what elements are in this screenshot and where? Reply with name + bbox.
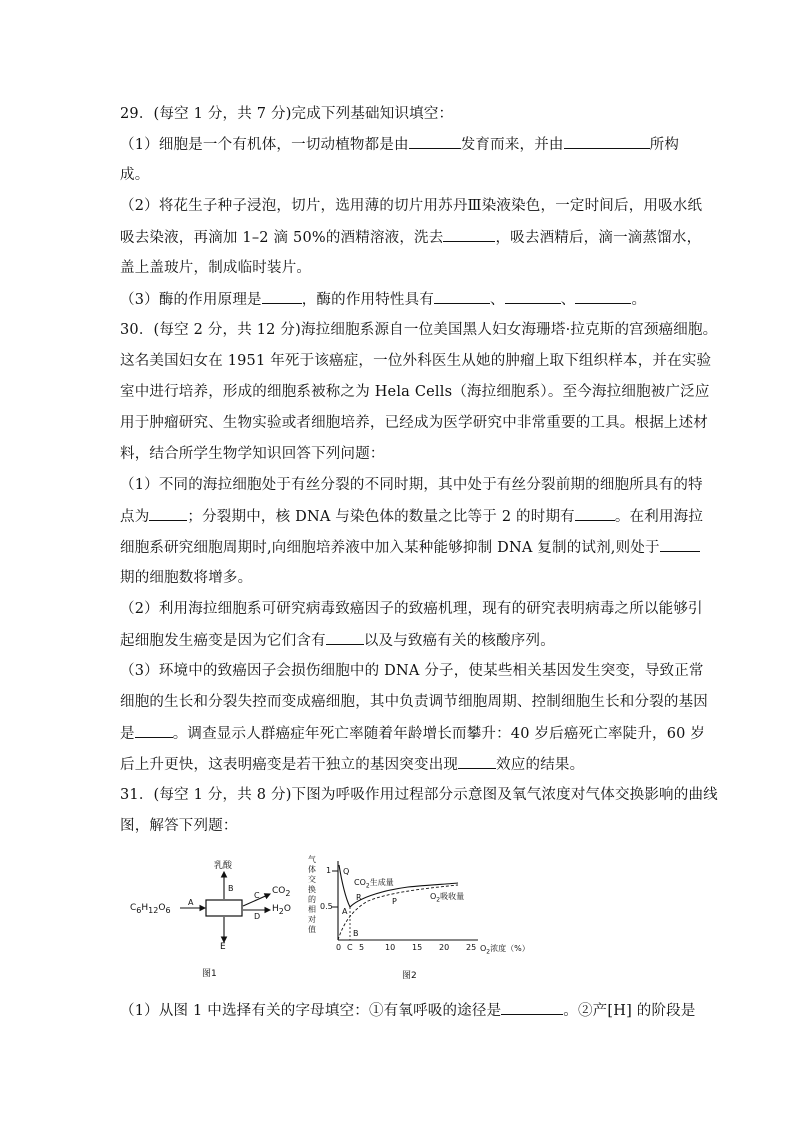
q31-header-line1: 31．(每空 1 分，共 8 分)下图为呼吸作用过程部分示意图及氧气浓度对气体交换影响的曲线: [120, 787, 718, 803]
text: 生成量: [369, 878, 394, 887]
q30-part3-line3: [120, 723, 706, 744]
y-axis-label-char: 换: [308, 885, 316, 894]
q30-part1-line1: （1）不同的海拉细胞处于有丝分裂的不同时期，其中处于有丝分裂前期的细胞所具有的特: [120, 477, 703, 493]
text: 2: [285, 888, 291, 898]
label-b: B: [228, 884, 234, 893]
text: （3）酶的作用原理是: [120, 292, 262, 308]
text: 2: [436, 896, 441, 904]
text: 2: [365, 882, 370, 890]
y-tick-label-1: 1: [326, 866, 332, 875]
q30-part2-line2: [120, 630, 680, 651]
q30-part2-line1: （2）利用海拉细胞系可研究病毒致癌因子的致癌机理，现有的研究表明病毒之所以能够引: [120, 601, 703, 617]
text: 起细胞发生癌变是因为它们含有: [120, 633, 326, 649]
q30-intro-line5: 料，结合所学生物学知识回答下列问题：: [120, 446, 385, 462]
q30-intro-line2: 这名美国妇女在 1951 年死于该癌症，一位外科医生从她的肿瘤上取下组织样本，并在实验: [120, 353, 712, 369]
answer-blank[interactable]: [409, 134, 461, 149]
point-q-label: Q: [343, 867, 350, 876]
q29-header: 29．(每空 1 分，共 7 分)完成下列基础知识填空：: [120, 106, 454, 122]
answer-blank[interactable]: [443, 227, 495, 242]
answer-blank[interactable]: [564, 134, 650, 149]
product-h2o: [272, 904, 291, 916]
curve-label-co2: [354, 877, 394, 890]
text: 吸去染液，再滴加 1–2 滴 50%的酒精溶液，洗去: [120, 230, 444, 246]
q29-part2-line3: 盖上盖玻片，制成临时装片。: [120, 260, 312, 276]
y-axis-label-char: 值: [308, 925, 316, 934]
label-c: C: [254, 891, 260, 900]
q30-header: 30．(每空 2 分，共 12 分)海拉细胞系源自一位美国黑人妇女海珊塔·拉克斯的宫颈癌细胞。: [120, 322, 718, 338]
x-tick-label: 5: [359, 943, 365, 952]
answer-blank[interactable]: [501, 1000, 563, 1015]
text: O: [480, 944, 487, 953]
figure-1-caption: 图1: [202, 969, 217, 979]
text: 6: [165, 905, 171, 915]
reaction-box: [206, 900, 242, 916]
answer-blank[interactable]: [326, 630, 364, 645]
x-tick-label: 0: [336, 943, 342, 952]
text: H: [141, 903, 149, 913]
text: ；分裂期中，核 DNA 与染色体的数量之比等于 2 的时期有: [187, 509, 575, 525]
q31-header-line2: 图，解答下列题：: [120, 818, 238, 834]
point-b-label: B: [353, 929, 359, 938]
y-axis-label-char: 相: [308, 905, 316, 914]
text: 。在利用海拉: [614, 509, 704, 525]
text: 发育而来，并由: [460, 137, 564, 153]
x-tick-label: 20: [439, 943, 450, 952]
y-tick-label-05: 0.5: [320, 902, 333, 911]
text: 2: [486, 948, 491, 956]
figure-1: [130, 858, 300, 978]
text: C: [130, 903, 137, 913]
text: 。调查显示人群癌症年死亡率随着年龄增长而攀升：40 岁后癌死亡率陡升，60 岁: [172, 726, 706, 742]
text: （1）从图 1 中选择有关的字母填空：①有氧呼吸的途径是: [120, 1003, 502, 1019]
x-tick-label: 10: [385, 943, 396, 952]
text: 吸收量: [440, 892, 465, 901]
y-axis-label-char: 对: [308, 915, 316, 924]
point-r-label: R: [356, 893, 362, 902]
answer-blank[interactable]: [505, 289, 561, 304]
text: 6: [136, 905, 142, 915]
text: ，吸去酒精后，滴一滴蒸馏水，: [495, 230, 702, 246]
q31-part1-line1: [120, 1000, 696, 1021]
q29-part2-line1: （2）将花生子种子浸泡，切片，选用薄的切片用苏丹Ⅲ染液染色，一定时间后，用吸水纸: [120, 198, 703, 214]
x-tick-label: 15: [412, 943, 423, 952]
text: O: [158, 903, 166, 913]
answer-blank[interactable]: [458, 754, 496, 769]
q30-part1-line2: [120, 506, 704, 527]
text: 所构: [649, 137, 680, 153]
q30-part3-line2: 细胞的生长和分裂失控而变成癌细胞，其中负责调节细胞周期、控制细胞生长和分裂的基因: [120, 694, 708, 710]
q30-intro-line4: 用于肿瘤研究、生物实验或者细胞培养，已经成为医学研究中非常重要的工具。根据上述材: [120, 415, 708, 431]
text: 以及与致癌有关的核酸序列。: [363, 633, 555, 649]
figure-2-caption: 图2: [402, 971, 417, 981]
answer-blank[interactable]: [660, 537, 700, 552]
label-e: E: [220, 942, 226, 952]
text: ，酶的作用特性具有: [301, 292, 435, 308]
text: 12: [148, 905, 159, 915]
q30-part1-line3: [120, 537, 680, 558]
q29-part3: [120, 289, 680, 310]
answer-blank[interactable]: [575, 289, 631, 304]
y-axis-label: [308, 855, 320, 935]
product-lactic-acid: 乳酸: [214, 861, 233, 871]
label-d: D: [254, 912, 261, 921]
label-a: A: [188, 898, 194, 907]
text: 。②产[H] 的阶段是: [563, 1003, 696, 1019]
text: 。: [631, 292, 647, 308]
text: （1）细胞是一个有机体，一切动植物都是由: [120, 137, 409, 153]
q30-part1-line4: 期的细胞数将增多。: [120, 570, 253, 586]
point-p-label: P: [392, 897, 397, 906]
point-a-label: A: [342, 907, 348, 916]
text: 、: [490, 292, 505, 308]
q30-intro-line3: 室中进行培养，形成的细胞系被称之为 Hela Cells（海拉细胞系）。至今海拉细胞被广泛应: [120, 384, 710, 400]
answer-blank[interactable]: [135, 723, 173, 738]
x-axis-label: [480, 943, 530, 956]
x-tick-label: 25: [466, 943, 477, 952]
answer-blank[interactable]: [434, 289, 490, 304]
product-co2: [272, 886, 290, 898]
curve-label-o2: [430, 891, 464, 904]
y-axis-label-char: 气: [308, 855, 316, 864]
answer-blank[interactable]: [575, 506, 615, 521]
text: 是: [120, 726, 135, 742]
answer-blank[interactable]: [149, 506, 187, 521]
q29-part1-line1: [120, 134, 680, 155]
x-tick-label: C: [347, 943, 353, 952]
text: 效应的结果。: [496, 757, 585, 773]
y-axis-label-char: 交: [308, 875, 316, 884]
text: O: [430, 892, 437, 901]
text: 后上升更快，这表明癌变是若干独立的基因突变出现: [120, 757, 459, 773]
text: 浓度（%）: [490, 944, 530, 953]
text: 2: [278, 906, 284, 916]
y-axis-label-char: 体: [308, 865, 316, 874]
text: CO: [272, 886, 286, 896]
text: H: [272, 904, 279, 914]
y-axis-label-char: 的: [308, 895, 316, 904]
q29-part2-line2: [120, 227, 702, 248]
text: CO: [354, 878, 366, 887]
text: 细胞系研究细胞周期时,向细胞培养液中加入某种能够抑制 DNA 复制的试剂,则处于: [120, 540, 660, 556]
answer-blank[interactable]: [262, 289, 302, 304]
q30-part3-line1: （3）环境中的致癌因子会损伤细胞中的 DNA 分子，使某些相关基因发生突变，导致正常: [120, 663, 704, 679]
q30-part3-line4: [120, 754, 680, 775]
text: O: [283, 904, 291, 914]
figure-2: [308, 855, 548, 980]
q29-part1-line2: 成。: [120, 167, 150, 183]
substrate-glucose: [130, 903, 171, 915]
text: 、: [560, 292, 576, 308]
text: 点为: [120, 509, 150, 525]
